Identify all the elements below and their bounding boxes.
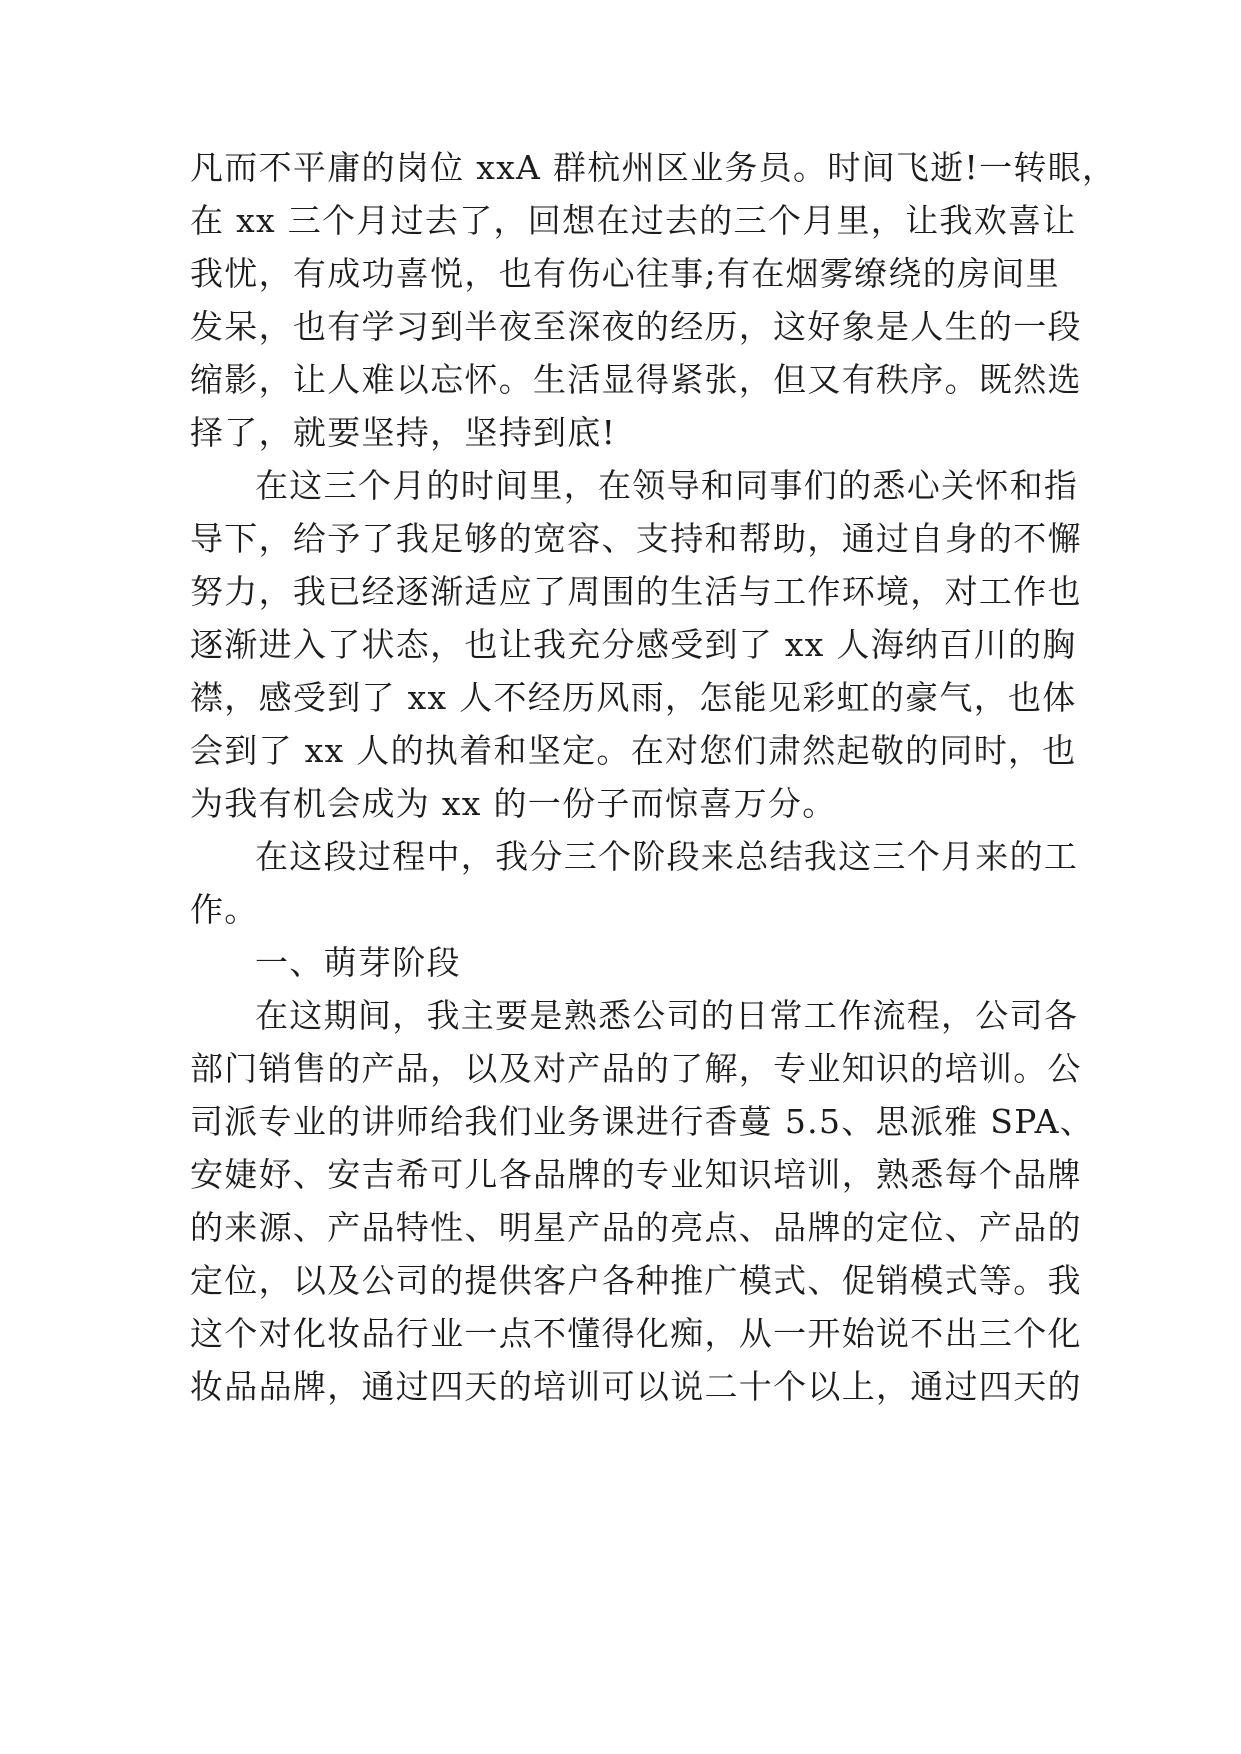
text-line-6: 择了，就要坚持，坚持到底!	[190, 413, 617, 452]
text-line-15: 作。	[190, 890, 259, 929]
text-line-7: 在这三个月的时间里，在领导和同事们的悉心关怀和指	[255, 466, 1079, 505]
text-line-17: 在这期间，我主要是熟悉公司的日常工作流程，公司各	[255, 996, 1079, 1035]
text-line-3: 我忧，有成功喜悦，也有伤心往事;有在烟雾缭绕的房间里	[190, 254, 1060, 293]
text-line-9: 努力，我已经逐渐适应了周围的生活与工作环境，对工作也	[190, 572, 1082, 611]
text-line-1: 凡而不平庸的岗位 xxA 群杭州区业务员。时间飞逝!一转眼，	[190, 148, 1117, 187]
section-heading: 一、萌芽阶段	[255, 943, 461, 982]
text-line-10: 逐渐进入了状态，也让我充分感受到了 xx 人海纳百川的胸	[190, 625, 1077, 664]
text-line-5: 缩影，让人难以忘怀。生活显得紧张，但又有秩序。既然选	[190, 360, 1082, 399]
text-line-12: 会到了 xx 人的执着和坚定。在对您们肃然起敬的同时，也	[190, 731, 1077, 770]
text-line-8: 导下，给予了我足够的宽容、支持和帮助，通过自身的不懈	[190, 519, 1082, 558]
text-line-21: 的来源、产品特性、明星产品的亮点、品牌的定位、产品的	[190, 1208, 1082, 1247]
text-line-13: 为我有机会成为 xx 的一份子而惊喜万分。	[190, 784, 837, 823]
text-line-4: 发呆，也有学习到半夜至深夜的经历，这好象是人生的一段	[190, 307, 1082, 346]
text-line-2: 在 xx 三个月过去了，回想在过去的三个月里，让我欢喜让	[190, 201, 1077, 240]
text-line-19: 司派专业的讲师给我们业务课进行香蔓 5.5、思派雅 SPA、	[190, 1102, 1095, 1141]
text-line-24: 妆品品牌，通过四天的培训可以说二十个以上，通过四天的	[190, 1367, 1082, 1406]
text-line-11: 襟，感受到了 xx 人不经历风雨，怎能见彩虹的豪气，也体	[190, 678, 1077, 717]
text-line-23: 这个对化妆品行业一点不懂得化痴，从一开始说不出三个化	[190, 1314, 1082, 1353]
text-line-20: 安婕妤、安吉希可儿各品牌的专业知识培训，熟悉每个品牌	[190, 1155, 1082, 1194]
text-line-22: 定位，以及公司的提供客户各种推广模式、促销模式等。我	[190, 1261, 1082, 1300]
text-line-14: 在这段过程中，我分三个阶段来总结我这三个月来的工	[255, 837, 1079, 876]
text-line-18: 部门销售的产品，以及对产品的了解，专业知识的培训。公	[190, 1049, 1082, 1088]
